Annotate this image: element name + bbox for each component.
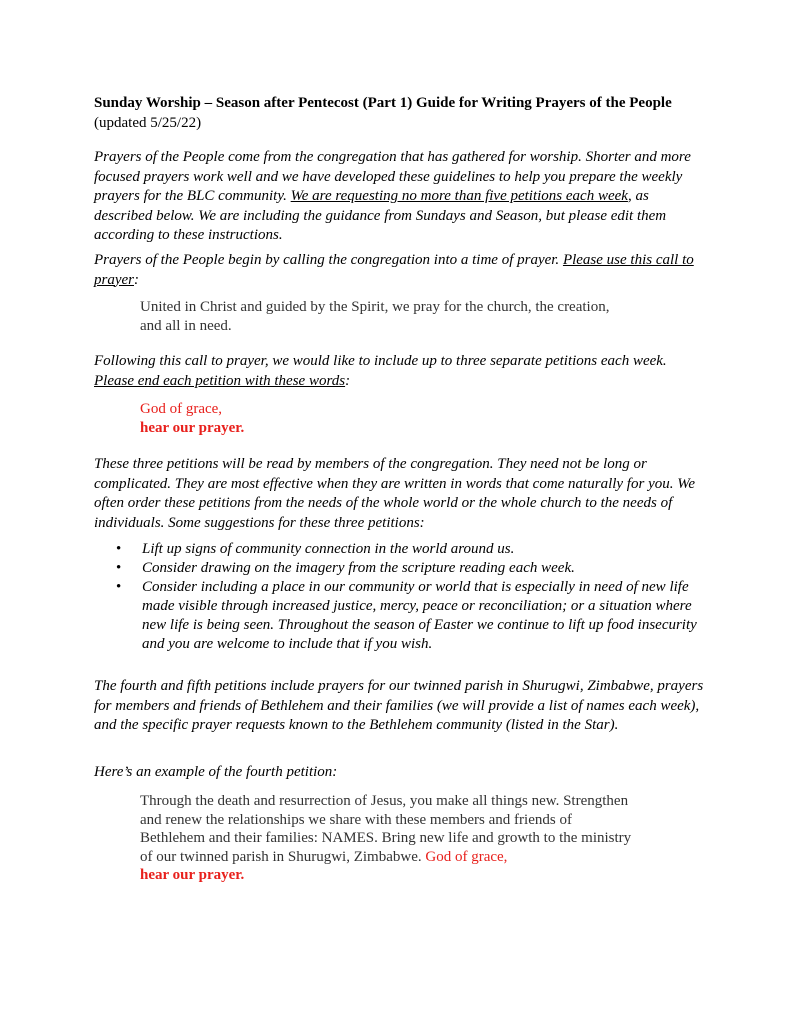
following-underlined: Please end each petition with these words [94,372,346,389]
intro-text-end: , as described below. We are including the guidance from Sundays and Season, but please edit them according to these instructions. [94,188,667,243]
example-line-2: and renew the relationships we share with these members and friends of [140,811,572,828]
intro-paragraph [94,148,706,246]
intro-text: Prayers of the People come from the congregation that has gathered for worship. Shorter and more focused prayers work well and we have developed these guidelines to help you prepare the weekly prayers for the BLC community. [94,149,691,204]
list-item [94,540,706,559]
petitions-paragraph [94,455,706,533]
example-petition [140,792,680,885]
example-line-4: of our twinned parish in Shurugwi, Zimbabwe. [140,848,426,865]
quote-line-1: United in Christ and guided by the Spirit, we pray for the church, the creation, [140,299,610,315]
call-underlined: Please use this call to prayer [94,252,694,288]
example-response-line-2: hear our prayer. [140,867,245,883]
call-paragraph [94,251,706,290]
call-colon: : [134,271,139,288]
response-line-1: God of grace, [140,401,223,417]
following-paragraph [94,352,706,391]
example-heading-text: Here’s an example of the fourth petition: [94,764,338,780]
example-heading [94,763,706,783]
call-to-prayer-quote [140,298,680,335]
example-line-3: Bethlehem and their families: NAMES. Bring new life and growth to the ministry [140,830,632,846]
petitions-text: These three petitions will be read by members of the congregation. They need not be long or complicated. They are most effective when they are written in words that come naturally for you. We often order these petitions from the needs of the whole world or the whole church to the needs of individuals. Some suggestions for these three petitions: [94,456,695,531]
example-line-1: Through the death and resurrection of Jesus, you make all things new. Strengthen [140,793,629,809]
call-text: Prayers of the People begin by calling the congregation into a time of prayer. [94,252,563,268]
following-text: Following this call to prayer, we would like to include up to three separate petitions each week. [94,353,667,369]
list-item [94,578,706,654]
response-line-2: hear our prayer. [140,420,245,436]
fourth-fifth-paragraph [94,677,706,736]
response-words [140,400,680,438]
document-title [94,94,706,133]
quote-line-2: and all in need. [140,317,232,334]
title-main: Sunday Worship – Season after Pentecost (Part 1) Guide for Writing Prayers of the People [94,95,672,111]
intro-underlined: We are requesting no more than five petitions each week [290,188,628,204]
following-colon: : [345,372,351,389]
list-item-text: Consider including a place in our community or world that is especially in need of new life made visible through increased justice, mercy, peace or reconciliation; or a situation where new life is being seen. Throughout the season of Easter we continue to lift up food insecurity and you are welcome to include that if you wish. [142,579,697,652]
example-response-line-1: God of grace, [425,848,508,865]
list-item [94,559,706,578]
fourth-fifth-text: The fourth and fifth petitions include prayers for our twinned parish in Shurugwi, Zimbabwe, prayers for members and friends of Bethlehem and their families (we will provide a list of names each week), and the specific prayer requests known to the Bethlehem community (listed in the Star). [94,678,704,733]
list-item-text: Consider drawing on the imagery from the scripture reading each week. [142,560,575,576]
title-updated: (updated 5/25/22) [94,114,202,131]
list-item-text: Lift up signs of community connection in the world around us. [142,541,515,557]
suggestions-list [94,540,706,654]
